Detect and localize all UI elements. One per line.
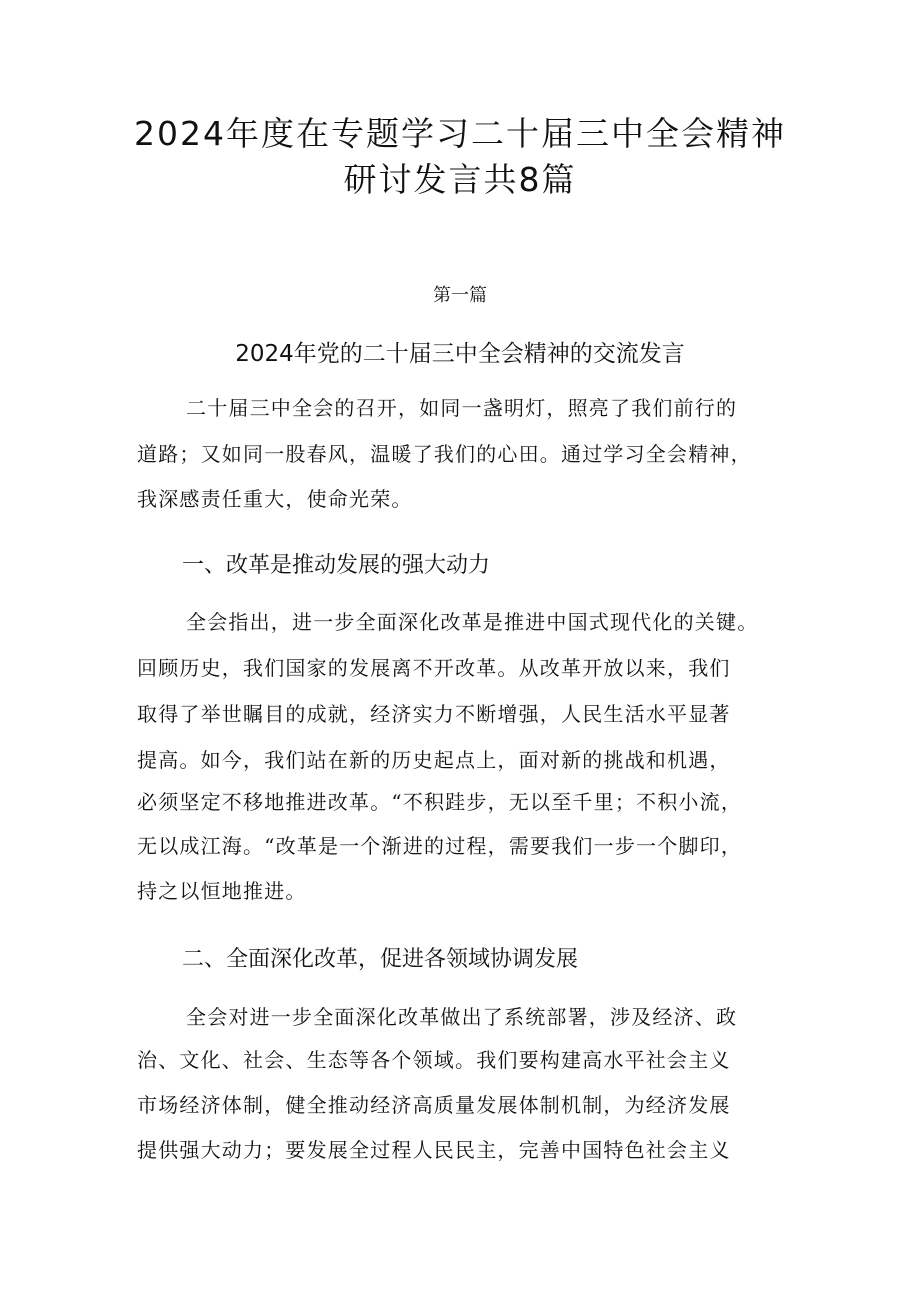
section1-paragraph-line: 全会指出，进一步全面深化改革是推进中国式现代化的关键。 (186, 610, 759, 634)
section2-paragraph-line: 提供强大动力；要发展全过程人民民主，完善中国特色社会主义 (137, 1138, 731, 1162)
section2-paragraph-line: 全会对进一步全面深化改革做出了系统部署，涉及经济、政 (186, 1005, 738, 1029)
section2-paragraph-line: 市场经济体制，健全推动经济高质量发展体制机制，为经济发展 (137, 1093, 731, 1117)
section-heading-1: 一、改革是推动发展的强大动力 (182, 553, 491, 578)
section1-paragraph-line: 取得了举世瞩目的成就，经济实力不断增强，人民生活水平显著 (137, 702, 731, 726)
intro-paragraph-line: 我深感责任重大，使命光荣。 (137, 487, 413, 511)
article-number-label: 第一篇 (433, 285, 487, 306)
section1-paragraph-line: 持之以恒地推进。 (137, 879, 307, 903)
document-title-line-1: 2024年度在专题学习二十届三中全会精神 (134, 114, 786, 153)
section1-paragraph-line: 必须坚定不移地推进改革。“不积跬步，无以至千里；不积小流， (137, 790, 743, 814)
article-title: 2024年党的二十届三中全会精神的交流发言 (235, 341, 685, 367)
section1-paragraph-line: 提高。如今，我们站在新的历史起点上，面对新的挑战和机遇， (137, 748, 731, 772)
section1-paragraph-line: 无以成江海。“改革是一个渐进的过程，需要我们一步一个脚印， (137, 834, 743, 858)
section1-paragraph-line: 回顾历史，我们国家的发展离不开改革。从改革开放以来，我们 (137, 656, 731, 680)
section-heading-2: 二、全面深化改革，促进各领域协调发展 (182, 947, 579, 972)
document-title-line-2: 研讨发言共8篇 (343, 160, 577, 199)
intro-paragraph-line: 道路；又如同一股春风，温暖了我们的心田。通过学习全会精神， (137, 442, 752, 466)
section2-paragraph-line: 治、文化、社会、生态等各个领域。我们要构建高水平社会主义 (137, 1048, 731, 1072)
intro-paragraph-line: 二十届三中全会的召开，如同一盏明灯，照亮了我们前行的 (186, 396, 738, 420)
